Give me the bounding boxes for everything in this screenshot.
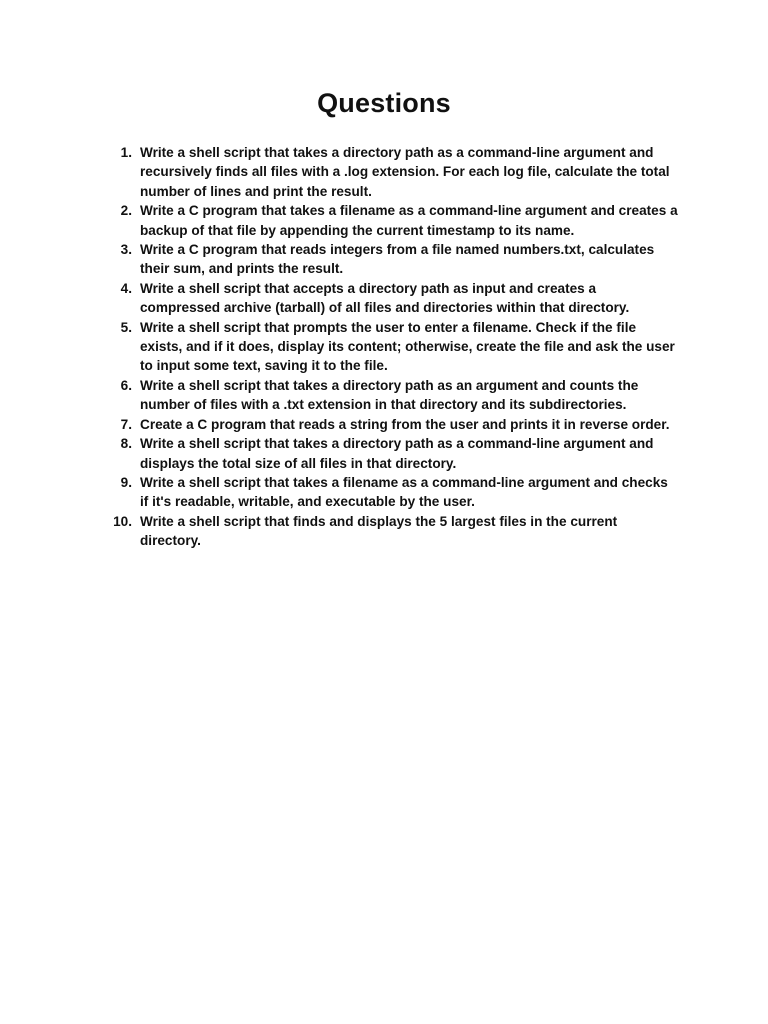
question-item bbox=[108, 512, 678, 551]
question-number: 1. bbox=[120, 145, 132, 160]
question-item bbox=[108, 415, 678, 434]
question-item bbox=[108, 434, 678, 473]
question-number: 2. bbox=[120, 203, 132, 219]
question-text: Write a shell script that accepts a directory path as input and creates a compressed archive (tarball) of all files and directories within that directory. bbox=[140, 280, 630, 316]
question-number: 5. bbox=[120, 319, 132, 335]
question-number: 10. bbox=[113, 513, 132, 529]
question-text: Write a C program that reads integers from a file named numbers.txt, calculates their sum, and prints the result. bbox=[140, 242, 655, 277]
question-item bbox=[108, 376, 678, 415]
question-item bbox=[108, 279, 678, 318]
question-list bbox=[0, 143, 768, 551]
question-number: 8. bbox=[120, 436, 132, 452]
question-item bbox=[108, 240, 678, 279]
question-text: Write a shell script that takes a filename as a command-line argument and checks if it's readable, writable, and executable by the user. bbox=[140, 474, 668, 510]
question-text: Write a shell script that prompts the user to enter a filename. Check if the file exists, and if it does, display its content; otherwise, create the file and ask the user to input some text, saving it to the file. bbox=[140, 319, 675, 374]
question-text: Write a shell script that finds and displays the 5 largest files in the current directory. bbox=[140, 513, 618, 549]
question-number: 6. bbox=[120, 377, 132, 393]
question-item bbox=[108, 318, 678, 376]
question-text: Write a C program that takes a filename as a command-line argument and creates a backup of that file by appending the current timestamp to its name. bbox=[140, 203, 678, 238]
question-text: Write a shell script that takes a directory path as an argument and counts the number of files with a .txt extension in that directory and its subdirectories. bbox=[140, 377, 639, 413]
question-text: Write a shell script that takes a directory path as a command-line argument and displays the total size of all files in that directory. bbox=[140, 436, 654, 471]
question-item bbox=[108, 143, 678, 201]
question-item bbox=[108, 473, 678, 512]
question-number: 3. bbox=[120, 242, 132, 258]
question-item bbox=[108, 201, 678, 240]
page-title: Questions bbox=[317, 88, 451, 118]
question-number: 4. bbox=[120, 280, 132, 296]
question-number: 7. bbox=[120, 416, 132, 432]
question-number: 9. bbox=[120, 474, 132, 490]
question-text: Write a shell script that takes a directory path as a command-line argument and recursively finds all files with a .log extension. For each log file, calculate the total number of lines and print the result. bbox=[140, 145, 670, 199]
question-text: Create a C program that reads a string from the user and prints it in reverse order. bbox=[140, 416, 670, 432]
